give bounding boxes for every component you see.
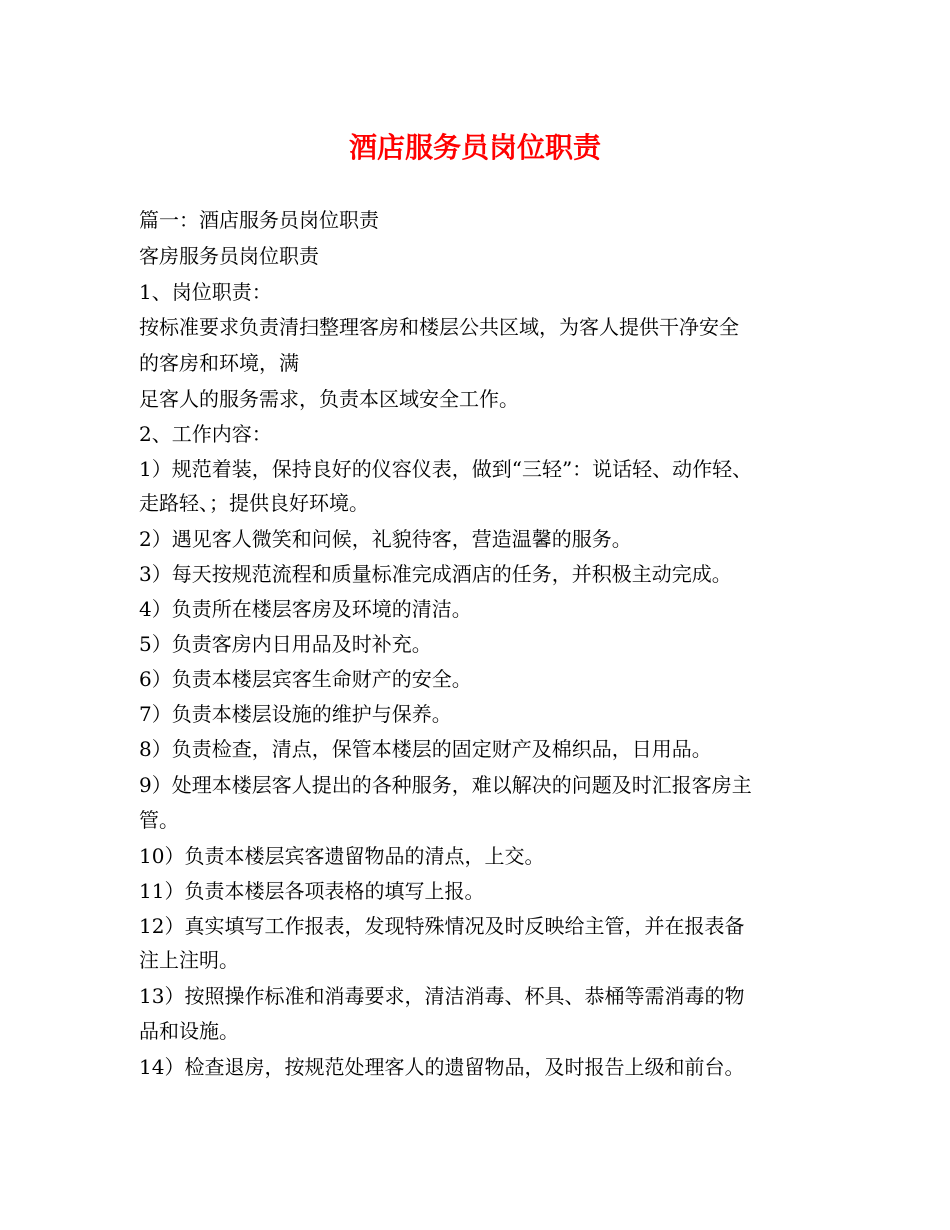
body-line: 品和设施。 xyxy=(139,1019,239,1043)
body-line: 13）按照操作标准和消毒要求，清洁消毒、杯具、恭桶等需消毒的物 xyxy=(139,984,745,1008)
body-line: 1）规范着装，保持良好的仪容仪表，做到“三轻”：说话轻、动作轻、 xyxy=(139,457,753,481)
body-line: 7）负责本楼层设施的维护与保养。 xyxy=(139,702,452,726)
body-line: 足客人的服务需求，负责本区域安全工作。 xyxy=(139,387,519,411)
body-line: 客房服务员岗位职责 xyxy=(139,244,319,268)
body-line: 的客房和环境，满 xyxy=(139,351,299,375)
body-line: 2）遇见客人微笑和问候，礼貌待客，营造温馨的服务。 xyxy=(139,527,632,551)
body-line: 3）每天按规范流程和质量标准完成酒店的任务，并积极主动完成。 xyxy=(139,562,732,586)
body-line: 注上注明。 xyxy=(139,948,239,972)
body-line: 按标准要求负责清扫整理客房和楼层公共区域，为客人提供干净安全 xyxy=(139,315,739,339)
body-line: 管。 xyxy=(139,808,179,832)
body-line: 5）负责客房内日用品及时补充。 xyxy=(139,632,432,656)
body-line: 篇一：酒店服务员岗位职责 xyxy=(139,208,379,232)
body-line: 12）真实填写工作报表，发现特殊情况及时反映给主管，并在报表备 xyxy=(139,914,745,938)
body-line: 11）负责本楼层各项表格的填写上报。 xyxy=(139,879,485,903)
body-line: 9）处理本楼层客人提出的各种服务，难以解决的问题及时汇报客房主 xyxy=(139,773,752,797)
body-line: 走路轻、；提供良好环境。 xyxy=(139,491,369,515)
document-title: 酒店服务员岗位职责 xyxy=(348,131,601,164)
body-line: 2、工作内容： xyxy=(139,422,272,446)
body-line: 1、岗位职责： xyxy=(139,280,272,304)
body-line: 14）检查退房，按规范处理客人的遗留物品，及时报告上级和前台。 xyxy=(139,1055,745,1079)
body-line: 8）负责检查，清点，保管本楼层的固定财产及棉织品，日用品。 xyxy=(139,737,712,761)
body-line: 4）负责所在楼层客房及环境的清洁。 xyxy=(139,597,472,621)
body-line: 10）负责本楼层宾客遗留物品的清点，上交。 xyxy=(139,844,545,868)
body-line: 6）负责本楼层宾客生命财产的安全。 xyxy=(139,667,472,691)
